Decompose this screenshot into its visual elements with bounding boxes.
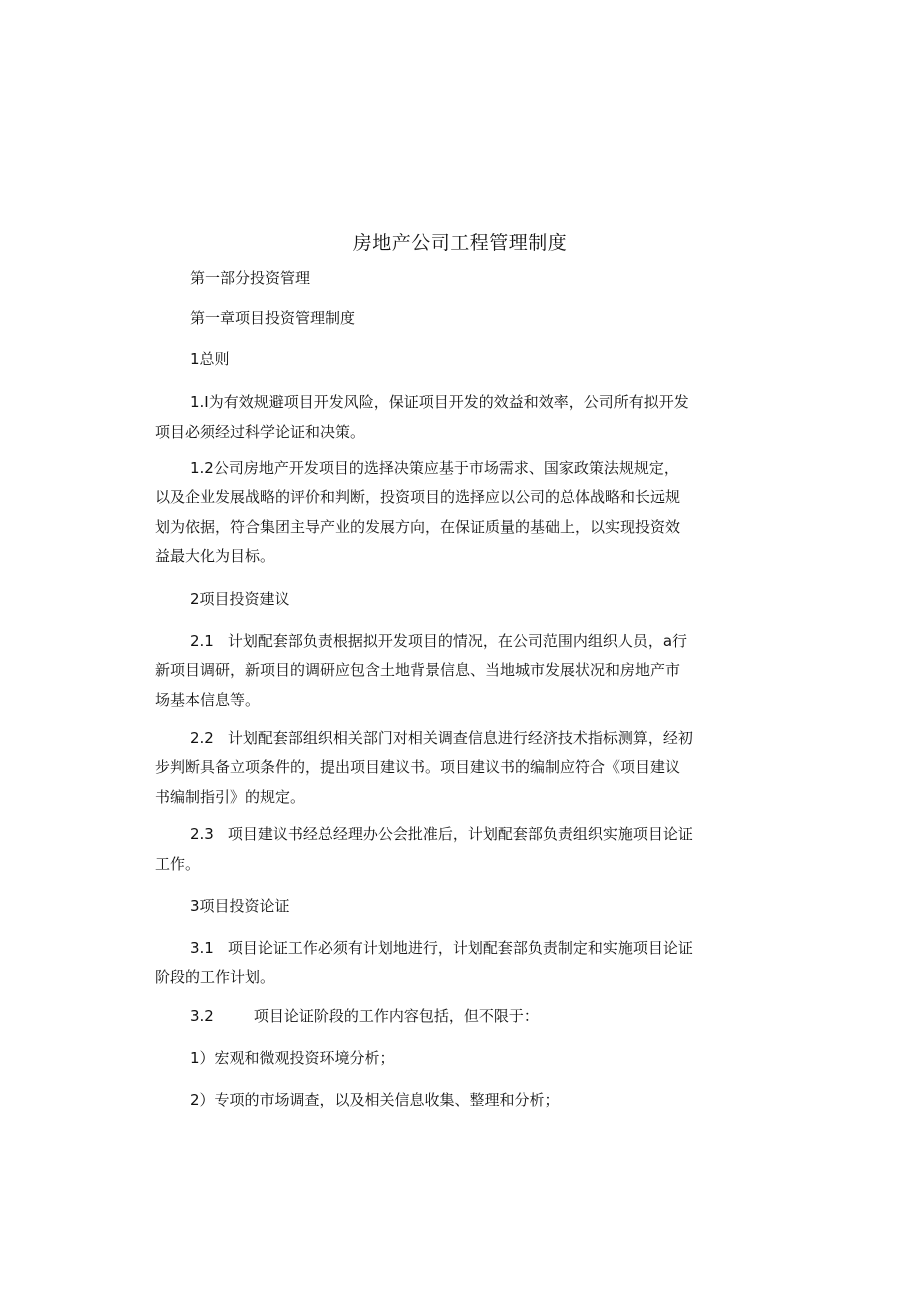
clause-text: 为有效规避项目开发风险，保证项目开发的效益和效率，公司所有拟开发 xyxy=(208,393,689,411)
clause-text: 计划配套部负责根据拟开发项目的情况，在公司范围内组织人员，a行 xyxy=(227,632,688,650)
clause-number: 2.2 xyxy=(190,729,214,747)
list-item-text: 专项的市场调查，以及相关信息收集、整理和分析； xyxy=(214,1091,560,1109)
chapter-heading: 第一章项目投资管理制度 xyxy=(190,309,356,327)
clause-text: 项目论证阶段的工作内容包括，但不限于： xyxy=(253,1007,539,1025)
clause-text: 项目论证工作必须有计划地进行，计划配套部负责制定和实施项目论证 xyxy=(227,939,693,957)
clause-text: 计划配套部组织相关部门对相关调查信息进行经济技术指标测算，经初 xyxy=(227,729,693,747)
part-heading: 第一部分投资管理 xyxy=(190,269,311,287)
paragraph-1-2-line-1 xyxy=(190,458,679,478)
paragraph-2-3-line-2: 工作。 xyxy=(155,855,201,873)
clause-number: 2.1 xyxy=(190,632,214,650)
clause-number: 3.2 xyxy=(190,1007,214,1025)
paragraph-2-1-line-2: 新项目调研，新项目的调研应包含土地背景信息、当地城市发展状况和房地产市 xyxy=(155,661,681,679)
paragraph-3-1-line-1 xyxy=(190,938,693,958)
paragraph-2-3-line-1 xyxy=(190,824,693,844)
section-heading-1: 1总则 xyxy=(190,350,230,368)
paragraph-1-2-line-3: 划为依据，符合集团主导产业的发展方向，在保证质量的基础上，以实现投资效 xyxy=(155,518,681,536)
list-item-number: 2） xyxy=(190,1091,215,1109)
clause-number: 1.2 xyxy=(190,459,214,477)
clause-number: 3.1 xyxy=(190,939,214,957)
paragraph-2-1-line-1 xyxy=(190,631,687,651)
clause-text: 公司房地产开发项目的选择决策应基于市场需求、国家政策法规规定， xyxy=(213,459,679,477)
paragraph-1-2-line-4: 益最大化为目标。 xyxy=(155,547,276,565)
paragraph-2-2-line-1 xyxy=(190,728,693,748)
paragraph-2-2-line-2: 步判断具备立项条件的，提出项目建议书。项目建议书的编制应符合《项目建议 xyxy=(155,758,681,776)
clause-number: 1.I xyxy=(190,393,209,411)
document-title: 房地产公司工程管理制度 xyxy=(352,232,568,254)
list-item-number: 1） xyxy=(190,1049,215,1067)
paragraph-2-1-line-3: 场基本信息等。 xyxy=(155,691,261,709)
section-heading-3: 3项目投资论证 xyxy=(190,897,290,915)
clause-text: 项目建议书经总经理办公会批准后，计划配套部负责组织实施项目论证 xyxy=(227,825,693,843)
paragraph-1-1-line-2: 项目必须经过科学论证和决策。 xyxy=(155,423,366,441)
list-item-1 xyxy=(190,1048,395,1068)
section-heading-2: 2项目投资建议 xyxy=(190,590,290,608)
paragraph-3-2-line-1 xyxy=(190,1006,539,1026)
paragraph-1-1-line-1 xyxy=(190,392,689,412)
paragraph-3-1-line-2: 阶段的工作计划。 xyxy=(155,968,276,986)
clause-number: 2.3 xyxy=(190,825,214,843)
list-item-text: 宏观和微观投资环境分析； xyxy=(214,1049,395,1067)
paragraph-2-2-line-3: 书编制指引》的规定。 xyxy=(155,788,306,806)
list-item-2 xyxy=(190,1090,560,1110)
paragraph-1-2-line-2: 以及企业发展战略的评价和判断，投资项目的选择应以公司的总体战略和长远规 xyxy=(155,488,681,506)
